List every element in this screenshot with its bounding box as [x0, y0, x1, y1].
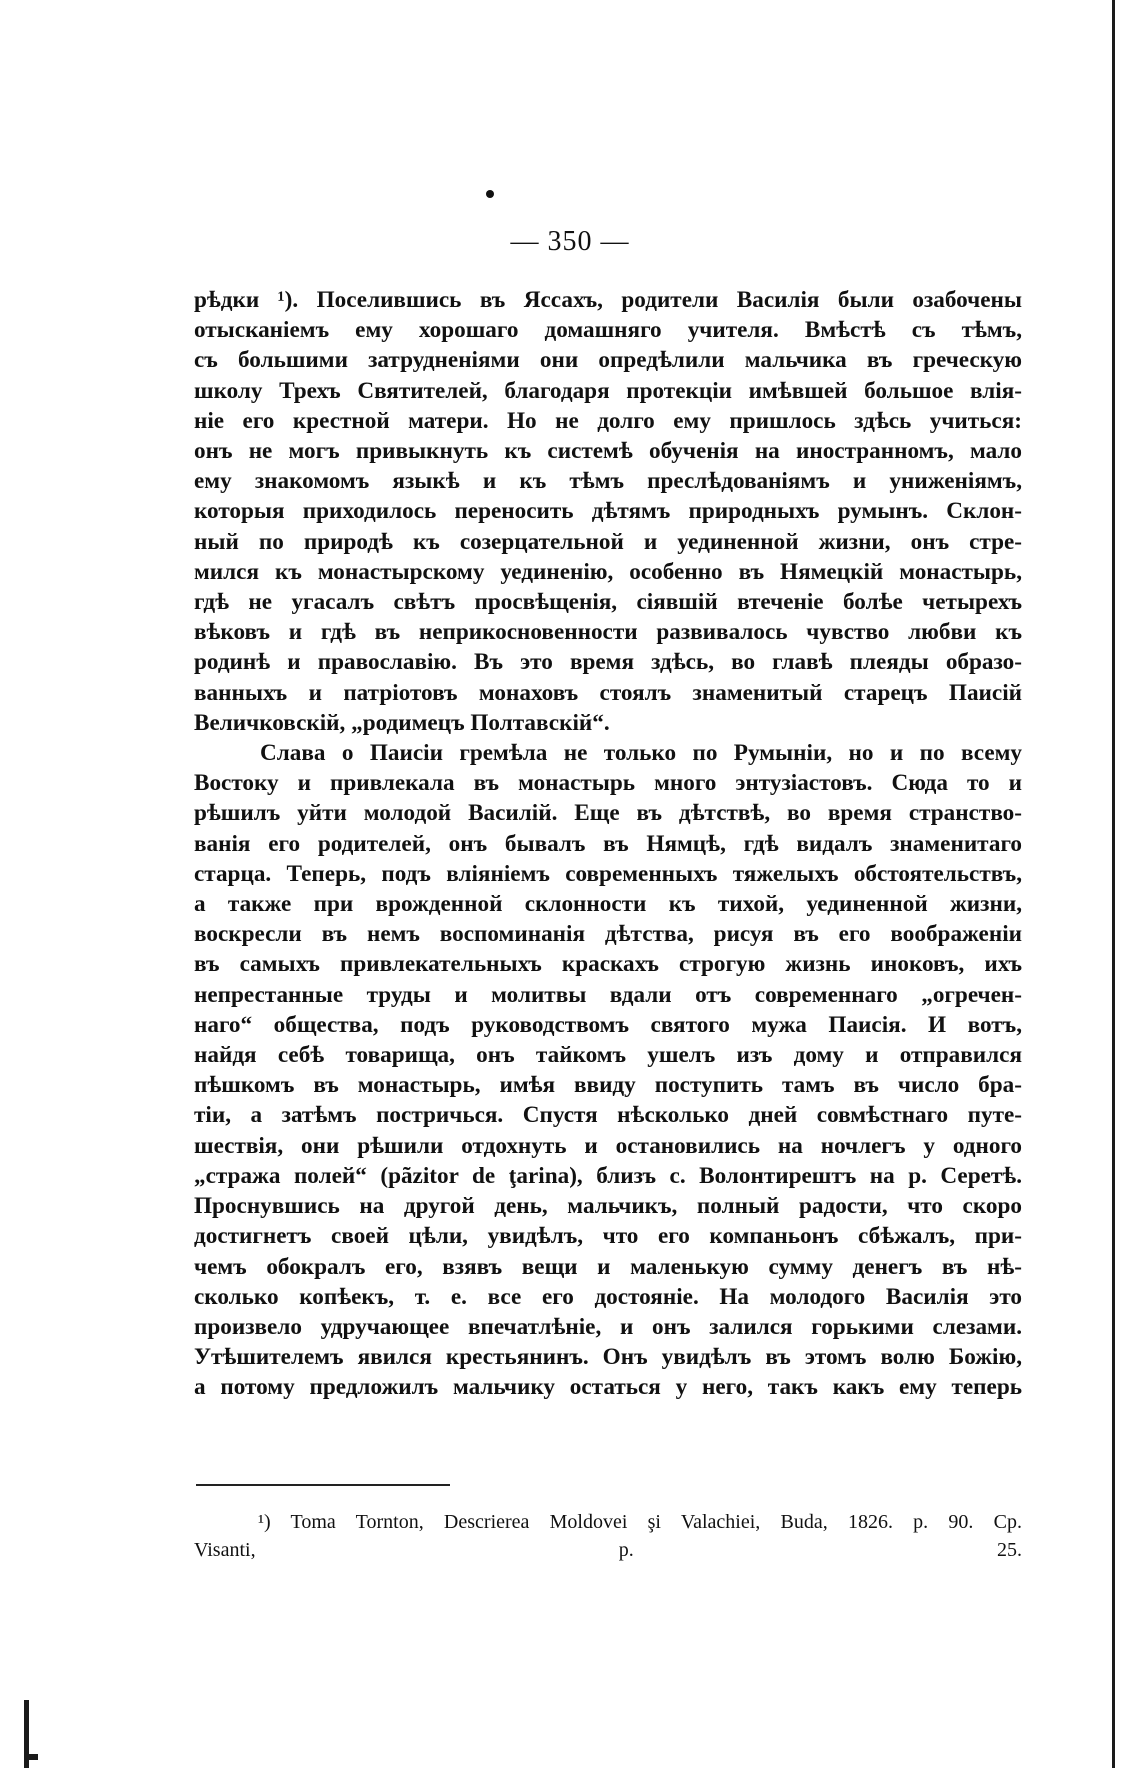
- text-line: ванія его родителей, онъ бывалъ въ Нямцѣ, гдѣ видалъ знаменитаго: [194, 830, 1022, 857]
- scan-border-right: [1112, 0, 1115, 1768]
- text-line: а также при врожденной склонности къ тихой, уединенной жизни,: [194, 891, 1022, 918]
- text-line: найдя себѣ товарища, онъ тайкомъ ушелъ изъ дому и отправился: [194, 1042, 1022, 1069]
- body-text: [194, 285, 1022, 1403]
- ink-speck: [486, 190, 494, 198]
- text-line: сколько копѣекъ, т. е. все его достояніе. На молодого Василія это: [194, 1283, 1022, 1310]
- page-number: — 350 —: [510, 226, 630, 257]
- text-line: которыя приходилось переносить дѣтямъ природныхъ румынъ. Склон-: [194, 498, 1022, 525]
- text-line: съ большими затрудненіями они опредѣлили мальчика въ греческую: [194, 347, 1022, 374]
- text-line: тіи, а затѣмъ постричься. Спустя нѣсколько дней совмѣстнаго путе-: [194, 1102, 1022, 1129]
- text-line: Проснувшись на другой день, мальчикъ, полный радости, что скоро: [194, 1193, 1022, 1220]
- text-line: ванныхъ и патріотовъ монаховъ стоялъ знаменитый старецъ Паисій: [194, 679, 1022, 706]
- footnote-line: Visanti, p. 25.: [194, 1539, 1022, 1561]
- text-line: ный по природѣ къ созерцательной и уединенной жизни, онъ стре-: [194, 528, 1022, 555]
- text-line: а потому предложилъ мальчику остаться у него, такъ какъ ему теперь: [194, 1374, 1022, 1401]
- text-line: старца. Теперь, подъ вліяніемъ современныхъ тяжелыхъ обстоятельствъ,: [194, 860, 1022, 887]
- footnote-divider: [196, 1484, 450, 1486]
- text-line: гдѣ не угасалъ свѣтъ просвѣщенія, сіявшій втеченіе болѣе четырехъ: [194, 589, 1022, 616]
- text-line: воскресли въ немъ воспоминанія дѣтства, рисуя въ его воображеніи: [194, 921, 1022, 948]
- text-line: школу Трехъ Святителей, благодаря протекціи имѣвшей большое влія-: [194, 377, 1022, 404]
- paragraph-2: [194, 738, 1022, 1402]
- text-line: Востоку и привлекала въ монастырь много энтузіастовъ. Сюда то и: [194, 770, 1022, 797]
- text-line: онъ не могъ привыкнуть къ системѣ обученія на иностранномъ, мало: [194, 438, 1022, 465]
- text-line: произвело удручающее впечатлѣніе, и онъ залился горькими слезами.: [194, 1313, 1022, 1340]
- text-line: отысканіемъ ему хорошаго домашняго учителя. Вмѣстѣ съ тѣмъ,: [194, 317, 1022, 344]
- text-line: „стража полей“ (pãzitor de ţarina), близъ с. Волонтирештъ на р. Серетѣ.: [194, 1162, 1022, 1189]
- text-line: достигнетъ своей цѣли, увидѣлъ, что его компаньонъ сбѣжалъ, при-: [194, 1223, 1022, 1250]
- footnote-line: ¹) Toma Tornton, Descrierea Moldovei şi Valachiei, Buda, 1826. p. 90. Cp.: [258, 1511, 1022, 1533]
- scan-border-left-foot: [24, 1754, 38, 1760]
- text-line: ему знакомомъ языкѣ и къ тѣмъ преслѣдованіямъ и униженіямъ,: [194, 468, 1022, 495]
- text-line: Утѣшителемъ явился крестьянинъ. Онъ увидѣлъ въ этомъ волю Божію,: [194, 1344, 1022, 1371]
- text-line: рѣшилъ уйти молодой Василій. Еще въ дѣтствѣ, во время странство-: [194, 800, 1022, 827]
- footnote: [194, 1508, 1022, 1564]
- text-line: въ самыхъ привлекательныхъ краскахъ строгую жизнь иноковъ, ихъ: [194, 951, 1022, 978]
- text-line: рѣдки ¹). Поселившись въ Яссахъ, родители Василія были озабочены: [194, 287, 1022, 313]
- text-line: родинѣ и православію. Въ это время здѣсь, во главѣ плеяды образо-: [194, 649, 1022, 676]
- text-line: чемъ обокралъ его, взявъ вещи и маленькую сумму денегъ въ нѣ-: [194, 1253, 1022, 1280]
- text-line: мился къ монастырскому уединенію, особенно въ Нямецкій монастырь,: [194, 558, 1022, 585]
- text-line: непрестанные труды и молитвы вдали отъ современнаго „огречен-: [194, 981, 1022, 1008]
- text-line: Величковскій, „родимецъ Полтавскій“.: [194, 709, 610, 736]
- paragraph-1: [194, 285, 1022, 738]
- text-line: шествія, они рѣшили отдохнуть и остановились на ночлегъ у одного: [194, 1132, 1022, 1159]
- text-line: пѣшкомъ въ монастырь, имѣя ввиду поступить тамъ въ число бра-: [194, 1072, 1022, 1099]
- text-line: ніе его крестной матери. Но не долго ему пришлось здѣсь учиться:: [194, 407, 1022, 434]
- text-line: Слава о Паисіи гремѣла не только по Румыніи, но и по всему: [260, 740, 1022, 767]
- text-line: наго“ общества, подъ руководствомъ святого мужа Паисія. И вотъ,: [194, 1011, 1022, 1038]
- text-line: вѣковъ и гдѣ въ неприкосновенности развивалось чувство любви къ: [194, 619, 1022, 646]
